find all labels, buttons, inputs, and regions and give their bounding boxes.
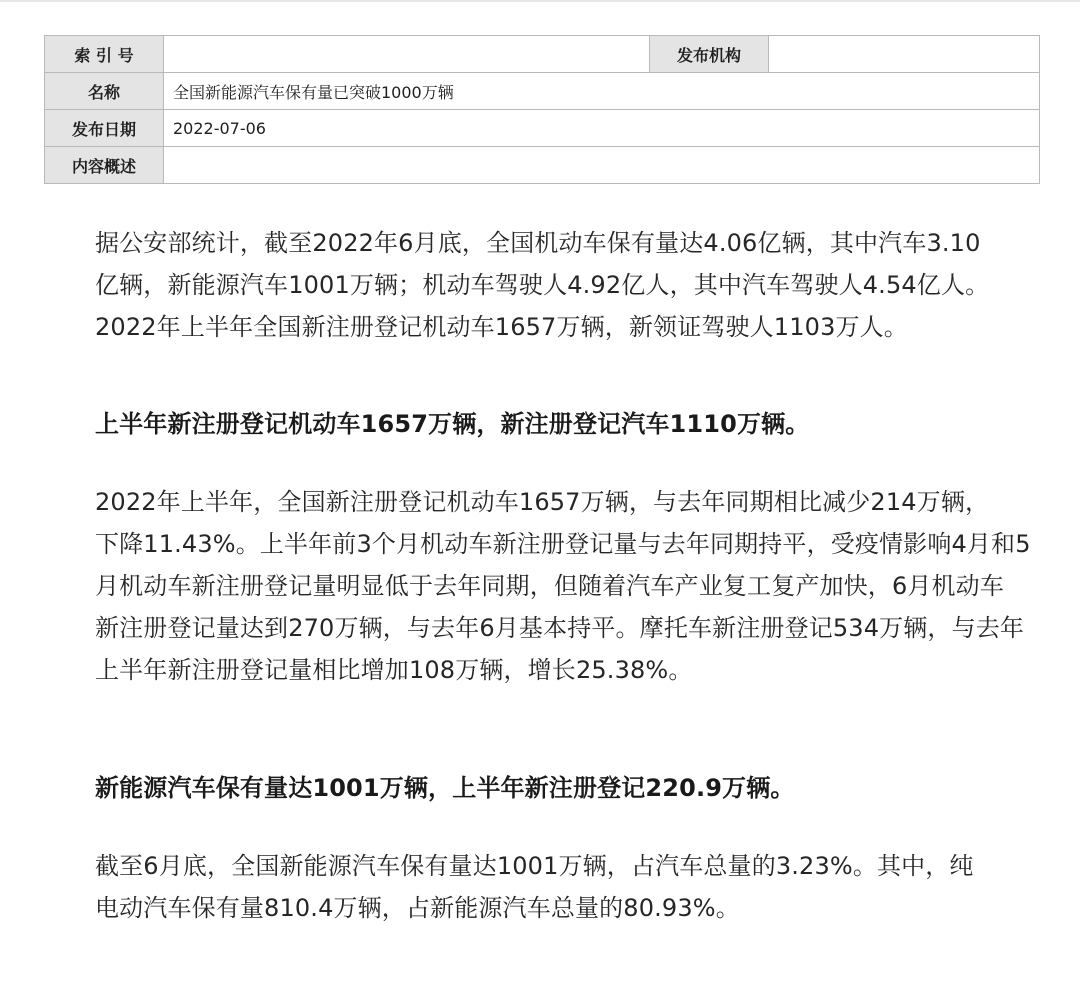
paragraph-line: 2022年上半年，全国新注册登记机动车1657万辆，与去年同期相比减少214万辆， bbox=[95, 488, 990, 516]
paragraph-line: 据公安部统计，截至2022年6月底，全国机动车保有量达4.06亿辆，其中汽车3.10 bbox=[95, 229, 981, 257]
paragraph-line: 截至6月底，全国新能源汽车保有量达1001万辆，占汽车总量的3.23%。其中，纯 bbox=[95, 852, 974, 880]
paragraph-line: 电动汽车保有量810.4万辆，占新能源汽车总量的80.93%。 bbox=[95, 894, 740, 922]
content-summary-label: 内容概述 bbox=[45, 147, 164, 184]
paragraph-line: 上半年新注册登记量相比增加108万辆，增长25.38%。 bbox=[95, 656, 693, 684]
publisher-label: 发布机构 bbox=[650, 36, 769, 73]
paragraph-registration-details bbox=[44, 481, 1044, 691]
publish-date-label: 发布日期 bbox=[45, 110, 164, 147]
index-number-label: 索 引 号 bbox=[45, 36, 164, 73]
paragraph-new-energy-details bbox=[44, 845, 1044, 929]
paragraph-line: 新注册登记量达到270万辆，与去年6月基本持平。摩托车新注册登记534万辆，与去年 bbox=[95, 614, 1025, 642]
info-row-date bbox=[45, 110, 1040, 147]
section-heading-registrations: 上半年新注册登记机动车1657万辆，新注册登记汽车1110万辆。 bbox=[95, 410, 810, 438]
paragraph-line: 月机动车新注册登记量明显低于去年同期，但随着汽车产业复工复产加快，6月机动车 bbox=[95, 572, 1004, 600]
paragraph-vehicle-stats bbox=[44, 222, 1044, 348]
section-heading-new-energy: 新能源汽车保有量达1001万辆，上半年新注册登记220.9万辆。 bbox=[95, 774, 795, 802]
name-label: 名称 bbox=[45, 73, 164, 110]
content-summary-value bbox=[164, 147, 1040, 184]
name-value: 全国新能源汽车保有量已突破1000万辆 bbox=[164, 73, 1040, 110]
info-table bbox=[44, 35, 1040, 184]
paragraph-line: 亿辆，新能源汽车1001万辆；机动车驾驶人4.92亿人，其中汽车驾驶人4.54亿人。 bbox=[95, 271, 990, 299]
info-row-summary bbox=[45, 147, 1040, 184]
paragraph-line: 下降11.43%。上半年前3个月机动车新注册登记量与去年同期持平，受疫情影响4月和5 bbox=[95, 530, 1031, 558]
info-row-index bbox=[45, 36, 1040, 73]
publisher-value bbox=[769, 36, 1040, 73]
info-row-name bbox=[45, 73, 1040, 110]
top-divider bbox=[0, 0, 1080, 2]
paragraph-line: 2022年上半年全国新注册登记机动车1657万辆，新领证驾驶人1103万人。 bbox=[95, 313, 908, 341]
publish-date-value: 2022-07-06 bbox=[164, 110, 1040, 147]
index-number-value bbox=[164, 36, 650, 73]
